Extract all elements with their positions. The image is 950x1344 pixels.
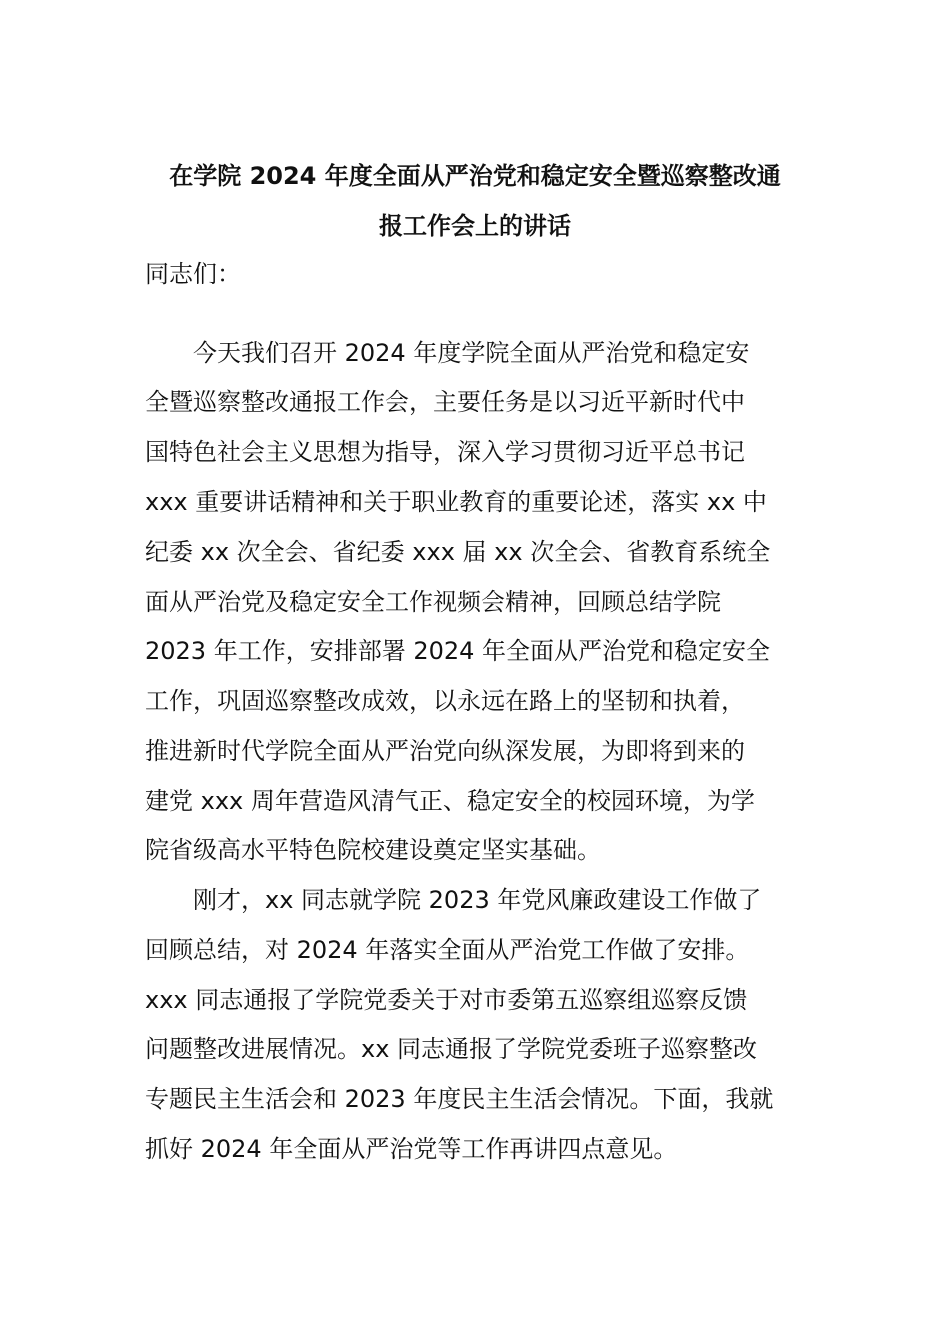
paragraph-2-line-6: 抓好 2024 年全面从严治党等工作再讲四点意见。 [145,1135,678,1163]
paragraph-1-line-5: 纪委 xx 次全会、省纪委 xxx 届 xx 次全会、省教育系统全 [145,538,771,566]
paragraph-2-line-5: 专题民主生活会和 2023 年度民主生活会情况。下面，我就 [145,1085,774,1113]
paragraph-1-line-2: 全暨巡察整改通报工作会，主要任务是以习近平新时代中 [145,388,745,416]
paragraph-1-line-3: 国特色社会主义思想为指导，深入学习贯彻习近平总书记 [145,438,745,466]
paragraph-1-line-10: 建党 xxx 周年营造风清气正、稳定安全的校园环境，为学 [145,787,755,815]
paragraph-1-line-9: 推进新时代学院全面从严治党向纵深发展，为即将到来的 [145,737,745,765]
paragraph-1-line-1: 今天我们召开 2024 年度学院全面从严治党和稳定安 [193,339,750,367]
paragraph-2-line-2: 回顾总结，对 2024 年落实全面从严治党工作做了安排。 [145,936,750,964]
paragraph-1-line-11: 院省级高水平特色院校建设奠定坚实基础。 [145,836,601,864]
document-title-line-2: 报工作会上的讲话 [379,212,571,240]
document-title-line-1: 在学院 2024 年度全面从严治党和稳定安全暨巡察整改通 [169,162,781,190]
paragraph-1-line-6: 面从严治党及稳定安全工作视频会精神，回顾总结学院 [145,588,721,616]
paragraph-1-line-8: 工作，巩固巡察整改成效，以永远在路上的坚韧和执着， [145,687,745,715]
paragraph-1-line-4: xxx 重要讲话精神和关于职业教育的重要论述，落实 xx 中 [145,488,767,516]
paragraph-2-line-1: 刚才，xx 同志就学院 2023 年党风廉政建设工作做了 [193,886,762,914]
paragraph-1-line-7: 2023 年工作，安排部署 2024 年全面从严治党和稳定安全 [145,637,771,665]
paragraph-2-line-4: 问题整改进展情况。xx 同志通报了学院党委班子巡察整改 [145,1035,758,1063]
paragraph-2-line-3: xxx 同志通报了学院党委关于对市委第五巡察组巡察反馈 [145,986,748,1014]
salutation: 同志们： [145,260,241,288]
